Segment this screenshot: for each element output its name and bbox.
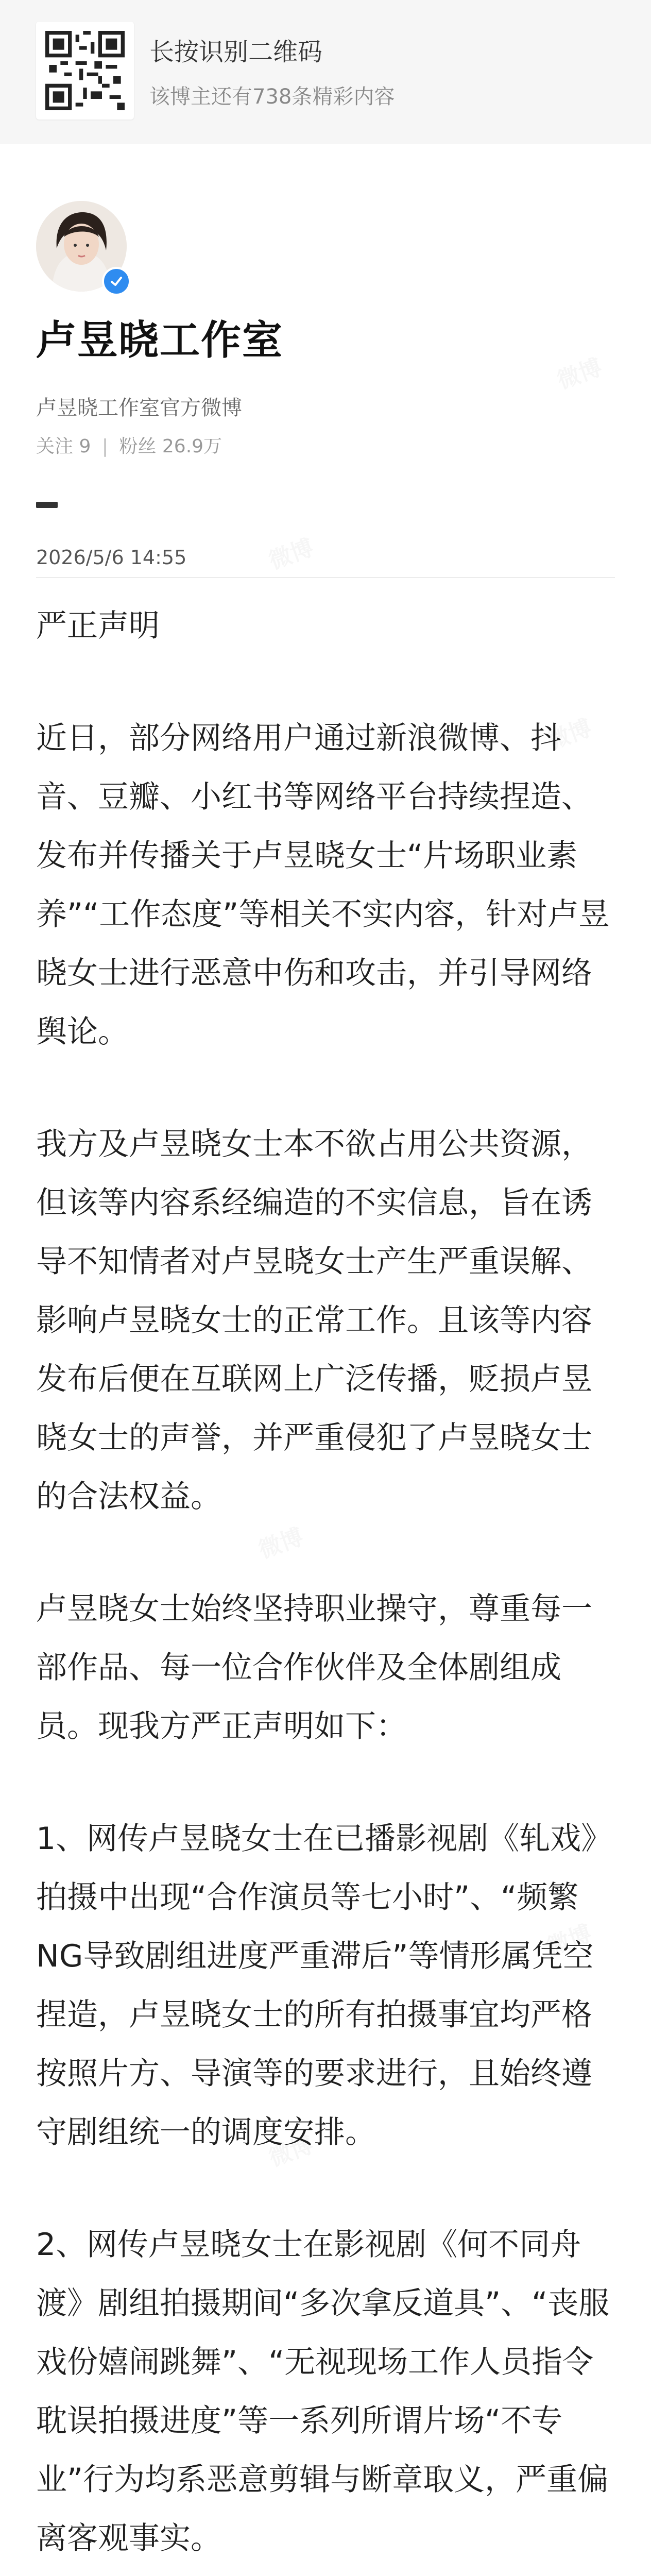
author-stats (36, 432, 222, 458)
post-paragraph: 卢昱晓女士始终坚持职业操守，尊重每一部作品、每一位合作伙伴及全体剧组成员。现我方严正声明如下： (36, 1591, 592, 1744)
qr-code[interactable] (36, 22, 134, 120)
fans-label: 粉丝 (119, 436, 157, 457)
post-paragraph: 我方及卢昱晓女士本不欲占用公共资源，但该等内容系经编造的不实信息，旨在诱导不知情者对卢昱晓女士产生严重误解、影响卢昱晓女士的正常工作。且该等内容发布后便在互联网上广泛传播，贬损卢昱晓女士的声誉，并严重侵犯了卢昱晓女士的合法权益。 (36, 1126, 592, 1515)
banner-title: 长按识别二维码 (149, 38, 323, 66)
follow-label: 关注 (36, 436, 74, 457)
watermark (552, 349, 606, 395)
post-paragraph: 近日，部分网络用户通过新浪微博、抖音、豆瓣、小红书等网络平台持续捏造、发布并传播关于卢昱晓女士“片场职业素养”“工作态度”等相关不实内容，针对卢昱晓女士进行恶意中伤和攻击，并引导网络舆论。 (36, 720, 610, 1050)
author-name[interactable]: 卢昱晓工作室 (36, 317, 284, 364)
banner-subtitle: 该博主还有738条精彩内容 (149, 85, 395, 109)
watermark (264, 529, 318, 575)
post-body (36, 597, 615, 2576)
post-paragraph: 1、网传卢昱晓女士在已播影视剧《轧戏》拍摄中出现“合作演员等七小时”、“频繁NG导致剧组进度严重滞后”等情形属凭空捏造，卢昱晓女士的所有拍摄事宜均严格按照片方、导演等的要求进行，且始终遵守剧组统一的调度安排。 (36, 1821, 612, 2150)
stats-separator: | (101, 436, 108, 457)
author-description: 卢昱晓工作室官方微博 (36, 396, 242, 420)
post-heading: 严正声明 (36, 608, 160, 644)
qr-banner (0, 0, 651, 144)
verified-icon (102, 267, 131, 296)
section-marker (36, 502, 58, 508)
post-date: 2026/5/6 14:55 (36, 546, 187, 569)
fans-count: 26.9万 (162, 436, 222, 457)
follow-count: 9 (79, 436, 91, 457)
post-paragraph: 2、网传卢昱晓女士在影视剧《何不同舟渡》剧组拍摄期间“多次拿反道具”、“丧服戏份嬉闹跳舞”、“无视现场工作人员指令耽误拍摄进度”等一系列所谓片场“不专业”行为均系恶意剪辑与断章取义，严重偏离客观事实。 (36, 2227, 610, 2556)
divider (36, 577, 615, 578)
